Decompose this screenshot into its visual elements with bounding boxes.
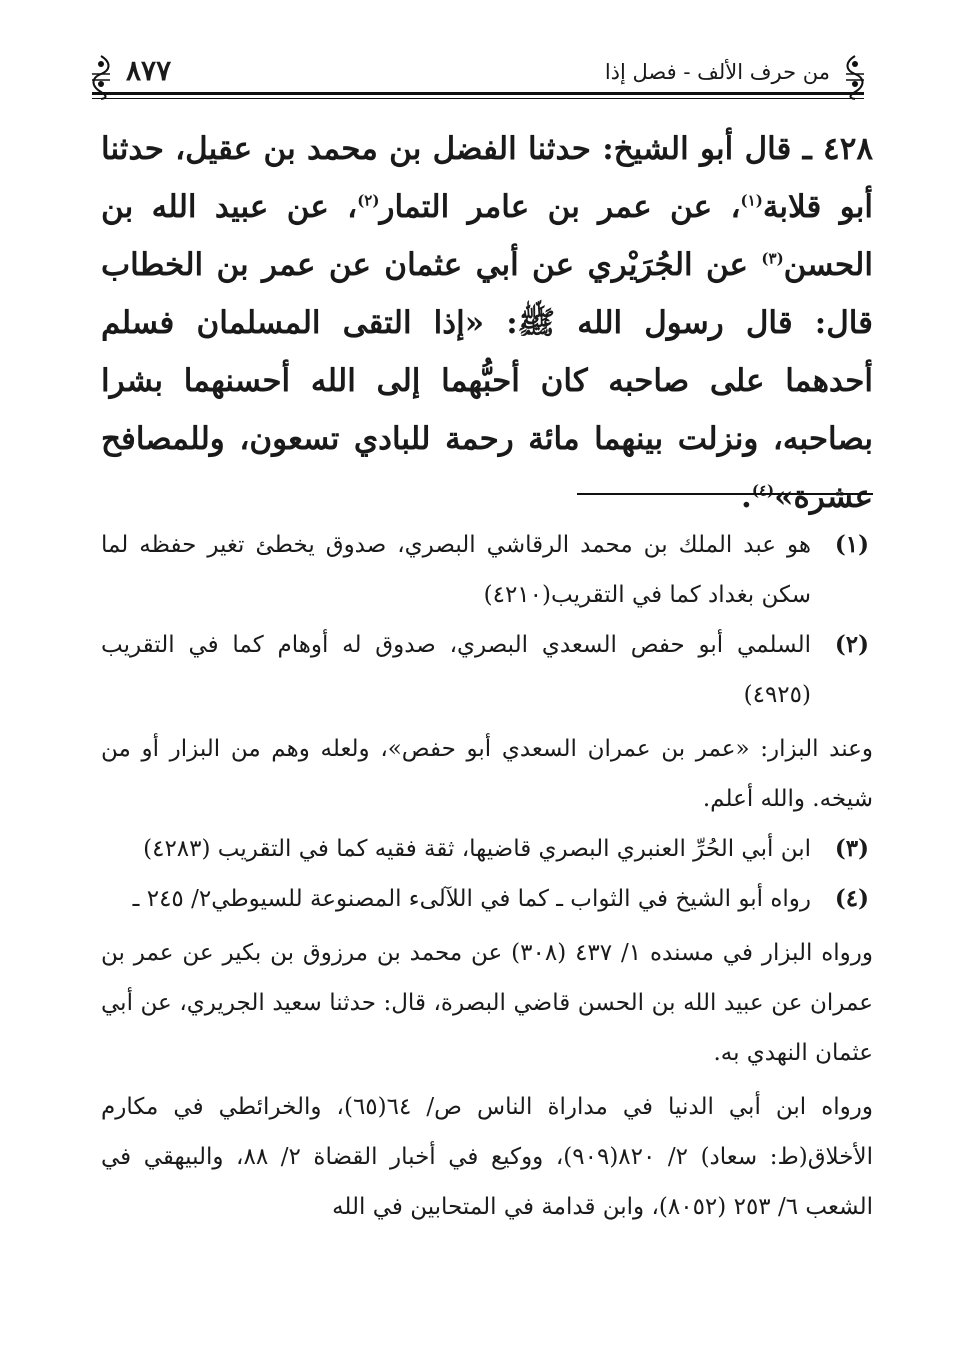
header-rule-thin [92,98,864,99]
page-number: ٨٧٧ [126,54,172,87]
footnote-text: السلمي أبو حفص السعدي البصري، صدوق له أوهام كما في التقريب (٤٩٢٥) [101,632,811,708]
footnote-text: ابن أبي الحُرِّ العنبري البصري قاضيها، ثقة فقيه كما في التقريب (٤٢٨٣) [143,836,811,862]
footnote-2-note: وعند البزار: «عمر بن عمران السعدي أبو حفص»، ولعله وهم من البزار أو من شيخه. والله أعلم. [101,736,873,812]
footnote-text: هو عبد الملك بن محمد الرقاشي البصري، صدوق يخطئ تغير حفظه لما سكن بغداد كما في التقريب(٤٢١٠) [101,532,811,608]
footnote-4-sources: ورواه ابن أبي الدنيا في مداراة الناس ص/ ٦٤(٦٥)، والخرائطي في مكارم الأخلاق(ط: سعاد) ٢/ ٨٢٠(٩٠٩)، ووكيع في أخبار القضاة ٢/ ٨٨، والبيهقي في الشعب ٦/ ٢٥٣ (٨٠٥٢)، وابن قدامة في المتحابين في الله [101,1094,874,1220]
hadith-text-end: . [741,479,752,515]
running-title: من حرف الألف - فصل إذا [604,60,830,84]
footnote-1 [101,520,873,620]
footnote-2 [101,620,873,720]
footnote-ref-3[interactable]: (٣) [761,249,784,268]
footnote-ref-2[interactable]: (٢) [357,191,380,210]
footnote-number: (٤) [834,885,869,912]
footnote-text: رواه أبو الشيخ في الثواب ـ كما في اللآلىء المصنوعة للسيوطي٢/ ٢٤٥ ـ [132,886,811,912]
hadith-paragraph [101,120,873,526]
hadith-text-part-3: ، عن عبيد الله بن الحسن [101,189,873,283]
page-header [92,48,864,104]
footnote-4 [101,874,873,924]
footnote-separator [577,493,873,495]
footnotes [101,520,873,1232]
footnote-3 [101,824,873,874]
footnote-4-continuation: ورواه البزار في مسنده ١/ ٤٣٧ (٣٠٨) عن محمد بن مرزوق بن بكير عن عمر بن عمران عن عبيد الله بن الحسن قاضي البصرة، قال: حدثنا سعيد الجريري، عن أبي عثمان النهدي به. [101,940,873,1066]
footnote-number: (٢) [834,631,869,658]
hadith-text-part-4: عن الجُرَيْري عن أبي عثمان عن عمر بن الخطاب قال: قال رسول الله ﷺ: «إذا التقى المسلمان فسلم أحدهما على صاحبه كان أحبُّهما إلى الله أحسنهما بشرا بصاحبه، ونزلت بينهما مائة رحمة للبادي تسعون، وللمصافح عشرة» [101,247,873,515]
footnote-ref-1[interactable]: (١) [740,191,763,210]
hadith-text [101,120,873,526]
header-rule [92,92,864,95]
footnote-ref-4[interactable]: (٤) [751,481,775,500]
footnote-number: (٣) [834,835,869,862]
hadith-text-part-1: ٤٢٨ ـ قال أبو الشيخ: حدثنا الفضل بن محمد بن عقيل، حدثنا أبو قلابة [101,131,873,225]
footnote-number: (١) [834,531,869,558]
hadith-text-part-2: ، عن عمر بن عامر التمار [379,189,741,225]
